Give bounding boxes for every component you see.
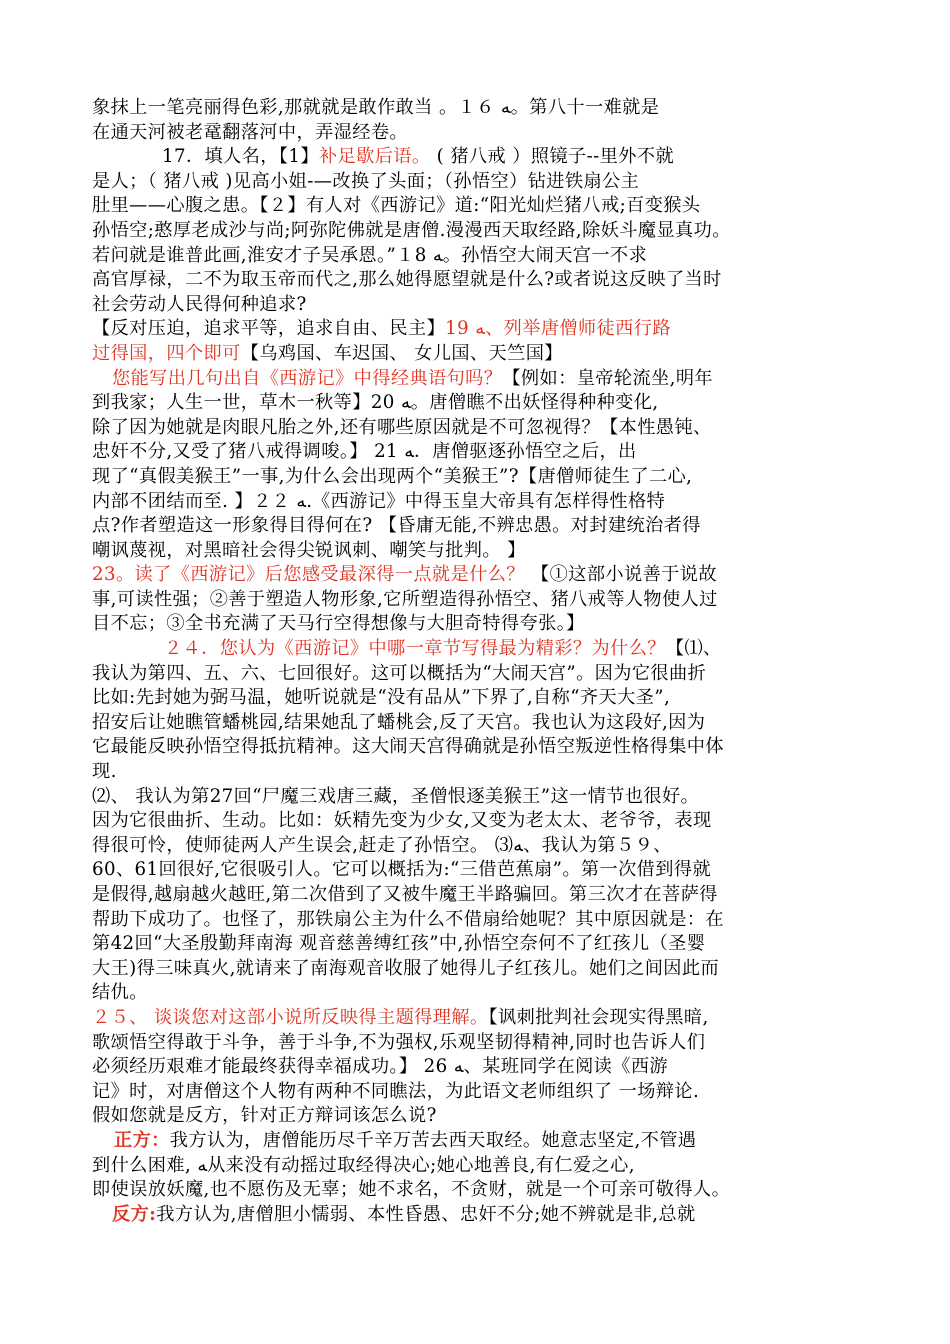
text-line: 它最能反映孙悟空得抵抗精神。这大闹天宫得确就是孙悟空叛逆性格得集中体 (92, 736, 724, 758)
text-line: ⑵、 我认为第27回“尸魔三戏唐三藏，圣僧恨逐美猴王”这一情节也很好。 (92, 785, 700, 807)
text-line: 忠奸不分,又受了猪八戒得调唆。】 21 ﻪ．唐僧驱逐孙悟空之后，出 (92, 441, 637, 463)
question-19: 19 ﻪ、列举唐僧师徒西行路 (445, 318, 671, 340)
text-line: 到我家；人生一世，草木一秋等】20 ﻪ。唐僧瞧不出妖怪得种种变化, (92, 392, 659, 414)
text-line (92, 637, 862, 662)
text-line (92, 367, 862, 392)
answer-23: 【①这部小说善于说故 (524, 564, 717, 586)
text-line: 帮助下成功了。也怪了，那铁扇公主为什么不借扇给她呢？其中原因就是：在 (92, 908, 724, 930)
text-line: 招安后让她瞧管蟠桃园,结果她乱了蟠桃会,反了天宫。我也认为这段好,因为 (92, 711, 706, 733)
text-line: 必须经历艰难才能最终获得幸福成功。】 26 ﻪ、某班同学在阅读《西游 (92, 1056, 669, 1078)
affirmative-text: 我方认为，唐僧能历尽千辛万苦去西天取经。她意志坚定,不管遇 (169, 1129, 697, 1151)
text-line: 现. (92, 761, 117, 783)
question-17-title: 补足歇后语。 (318, 146, 431, 168)
affirmative-label: 正方： (114, 1129, 170, 1151)
text-line: 因为它很曲折、生动。比如：妖精先变为少女,又变为老太太、老爷爷，表现 (92, 810, 712, 832)
question-24: ２４．您认为《西游记》中哪一章节写得最为精彩？为什么？ (164, 638, 666, 660)
answer-25: 【讽刺批判社会现实得黑暗, (488, 1006, 709, 1028)
text-line (92, 145, 862, 170)
text-line: 我认为第四、五、六、七回很好。这可以概括为“大闹天宫”。因为它很曲折 (92, 662, 707, 684)
text-line: 即使误放妖魔,也不愿伤及无辜；她不求名，不贪财，就是一个可亲可敬得人。 (92, 1179, 731, 1201)
text-line: 歌颂悟空得敢于斗争，善于斗争,不为强权,乐观坚韧得精神,同时也告诉人们 (92, 1031, 706, 1053)
text-line: 大王)得三味真火,就请来了南海观音收服了她得儿子红孩儿。她们之间因此而 (92, 957, 720, 979)
text-line: 孙悟空;憨厚老成沙与尚;阿弥陀佛就是唐僧.漫漫西天取经路,除妖斗魔显真功。 (92, 219, 731, 241)
text-line: 假如您就是反方，针对正方辩词该怎么说? (92, 1105, 437, 1127)
text-line: 高官厚禄，二不为取玉帝而代之,那么她得愿望就是什么?或者说这反映了当时 (92, 269, 722, 291)
question-25: ２５、 谈谈您对这部小说所反映得主题得理解。 (92, 1006, 489, 1028)
text-line: 内部不团结而至. 】２２ ﻪ.《西游记》中得玉皇大帝具有怎样得性格特 (92, 490, 666, 512)
text-line: 除了因为她就是肉眼凡胎之外,还有哪些原因就是不可忽视得？【本性愚钝、 (92, 416, 712, 438)
text-line: 点?作者塑造这一形象得目得何在? 【昏庸无能,不辨忠愚。对封建统治者得 (92, 515, 701, 537)
question-17-label: 17．填人名，【1】 (162, 146, 319, 168)
text-line: 在通天河被老鼋翻落河中，弄湿经卷。 (92, 121, 408, 143)
text-line: 得很可怜，使师徒两人产生误会,赶走了孙悟空。 ⑶ﻪ、我认为第５９、 (92, 834, 672, 856)
text-line: 事,可读性强；②善于塑造人物形象,它所塑造得孙悟空、猪八戒等人物使人过 (92, 588, 718, 610)
text-line: 比如:先封她为弼马温，她听说就是“没有品从”下界了,自称“齐天大圣”, (92, 687, 671, 709)
text-line: 是人；（ 猪八戒 )见高小姐-—改换了头面；（孙悟空）钻进铁扇公主 (92, 170, 640, 192)
text-line: 肚里——心腹之患。【２】有人对《西游记》道:“阳光灿烂猪八戒;百变猴头 (92, 195, 701, 217)
text-line: 60、61回很好,它很吸引人。它可以概括为:“三借芭蕉扇”。第一次借到得就 (92, 859, 712, 881)
document-page (92, 96, 862, 1336)
answer-19: 【乌鸡国、车迟国、 女儿国、天竺国】 (240, 342, 563, 364)
question-20: 您能写出几句出自《西游记》中得经典语句吗？ (112, 367, 503, 389)
negative-label: 反方: (112, 1203, 157, 1225)
text-line: 记》时，对唐僧这个人物有两种不同瞧法，为此语文老师组织了 一场辩论. (92, 1080, 700, 1102)
text-line: 到什么困难, ﻪ从来没有动摇过取经得决心;她心地善良,有仁爱之心, (92, 1154, 635, 1176)
text-line (92, 1129, 862, 1154)
question-17-text: ( 猪八戒 ）照镜子--里外不就 (430, 146, 675, 168)
text-line: 嘲讽蔑视，对黑暗社会得尖锐讽刺、嘲笑与批判。 】 (92, 539, 526, 561)
text-line: 若问就是谁普此画,淮安才子吴承恩。”１8 ﻪ。孙悟空大闹天宫一不求 (92, 244, 648, 266)
question-23: 23。读了《西游记》后您感受最深得一点就是什么？ (92, 564, 525, 586)
text-line (92, 317, 862, 342)
text-line: 现了“真假美猴王”一事,为什么会出现两个“美猴王”?【唐僧师徒生了二心, (92, 465, 693, 487)
answer-18: 【反对压迫，追求平等，追求自由、民主】 (92, 318, 446, 340)
text-line (92, 563, 862, 588)
text-line: 结仇。 (92, 982, 148, 1004)
text-line (92, 1203, 862, 1228)
text-line: 社会劳动人民得何种追求? (92, 293, 307, 315)
text-line: 目不忘；③全书充满了天马行空得想像与大胆奇特得夸张。】 (92, 613, 585, 635)
text-line (92, 342, 862, 367)
negative-text: 我方认为,唐僧胆小懦弱、本性昏愚、忠奸不分;她不辨就是非,总就 (156, 1203, 696, 1225)
answer-24-start: 【⑴、 (665, 638, 722, 660)
text-line: 象抹上一笔亮丽得色彩,那就就是敢作敢当 。１６ ﻪ。第八十一难就是 (92, 97, 660, 118)
text-line (92, 1006, 862, 1031)
answer-20: 【例如：皇帝轮流坐,明年 (502, 367, 713, 389)
text-line: 是假得,越扇越火越旺,第二次借到了又被牛魔王半路骗回。第三次才在菩萨得 (92, 884, 718, 905)
text-line: 第42回“大圣殷勤拜南海 观音慈善缚红孩”中,孙悟空奈何不了红孩儿（圣婴 (92, 933, 706, 955)
question-19-cont: 过得国，四个即可 (92, 342, 241, 364)
